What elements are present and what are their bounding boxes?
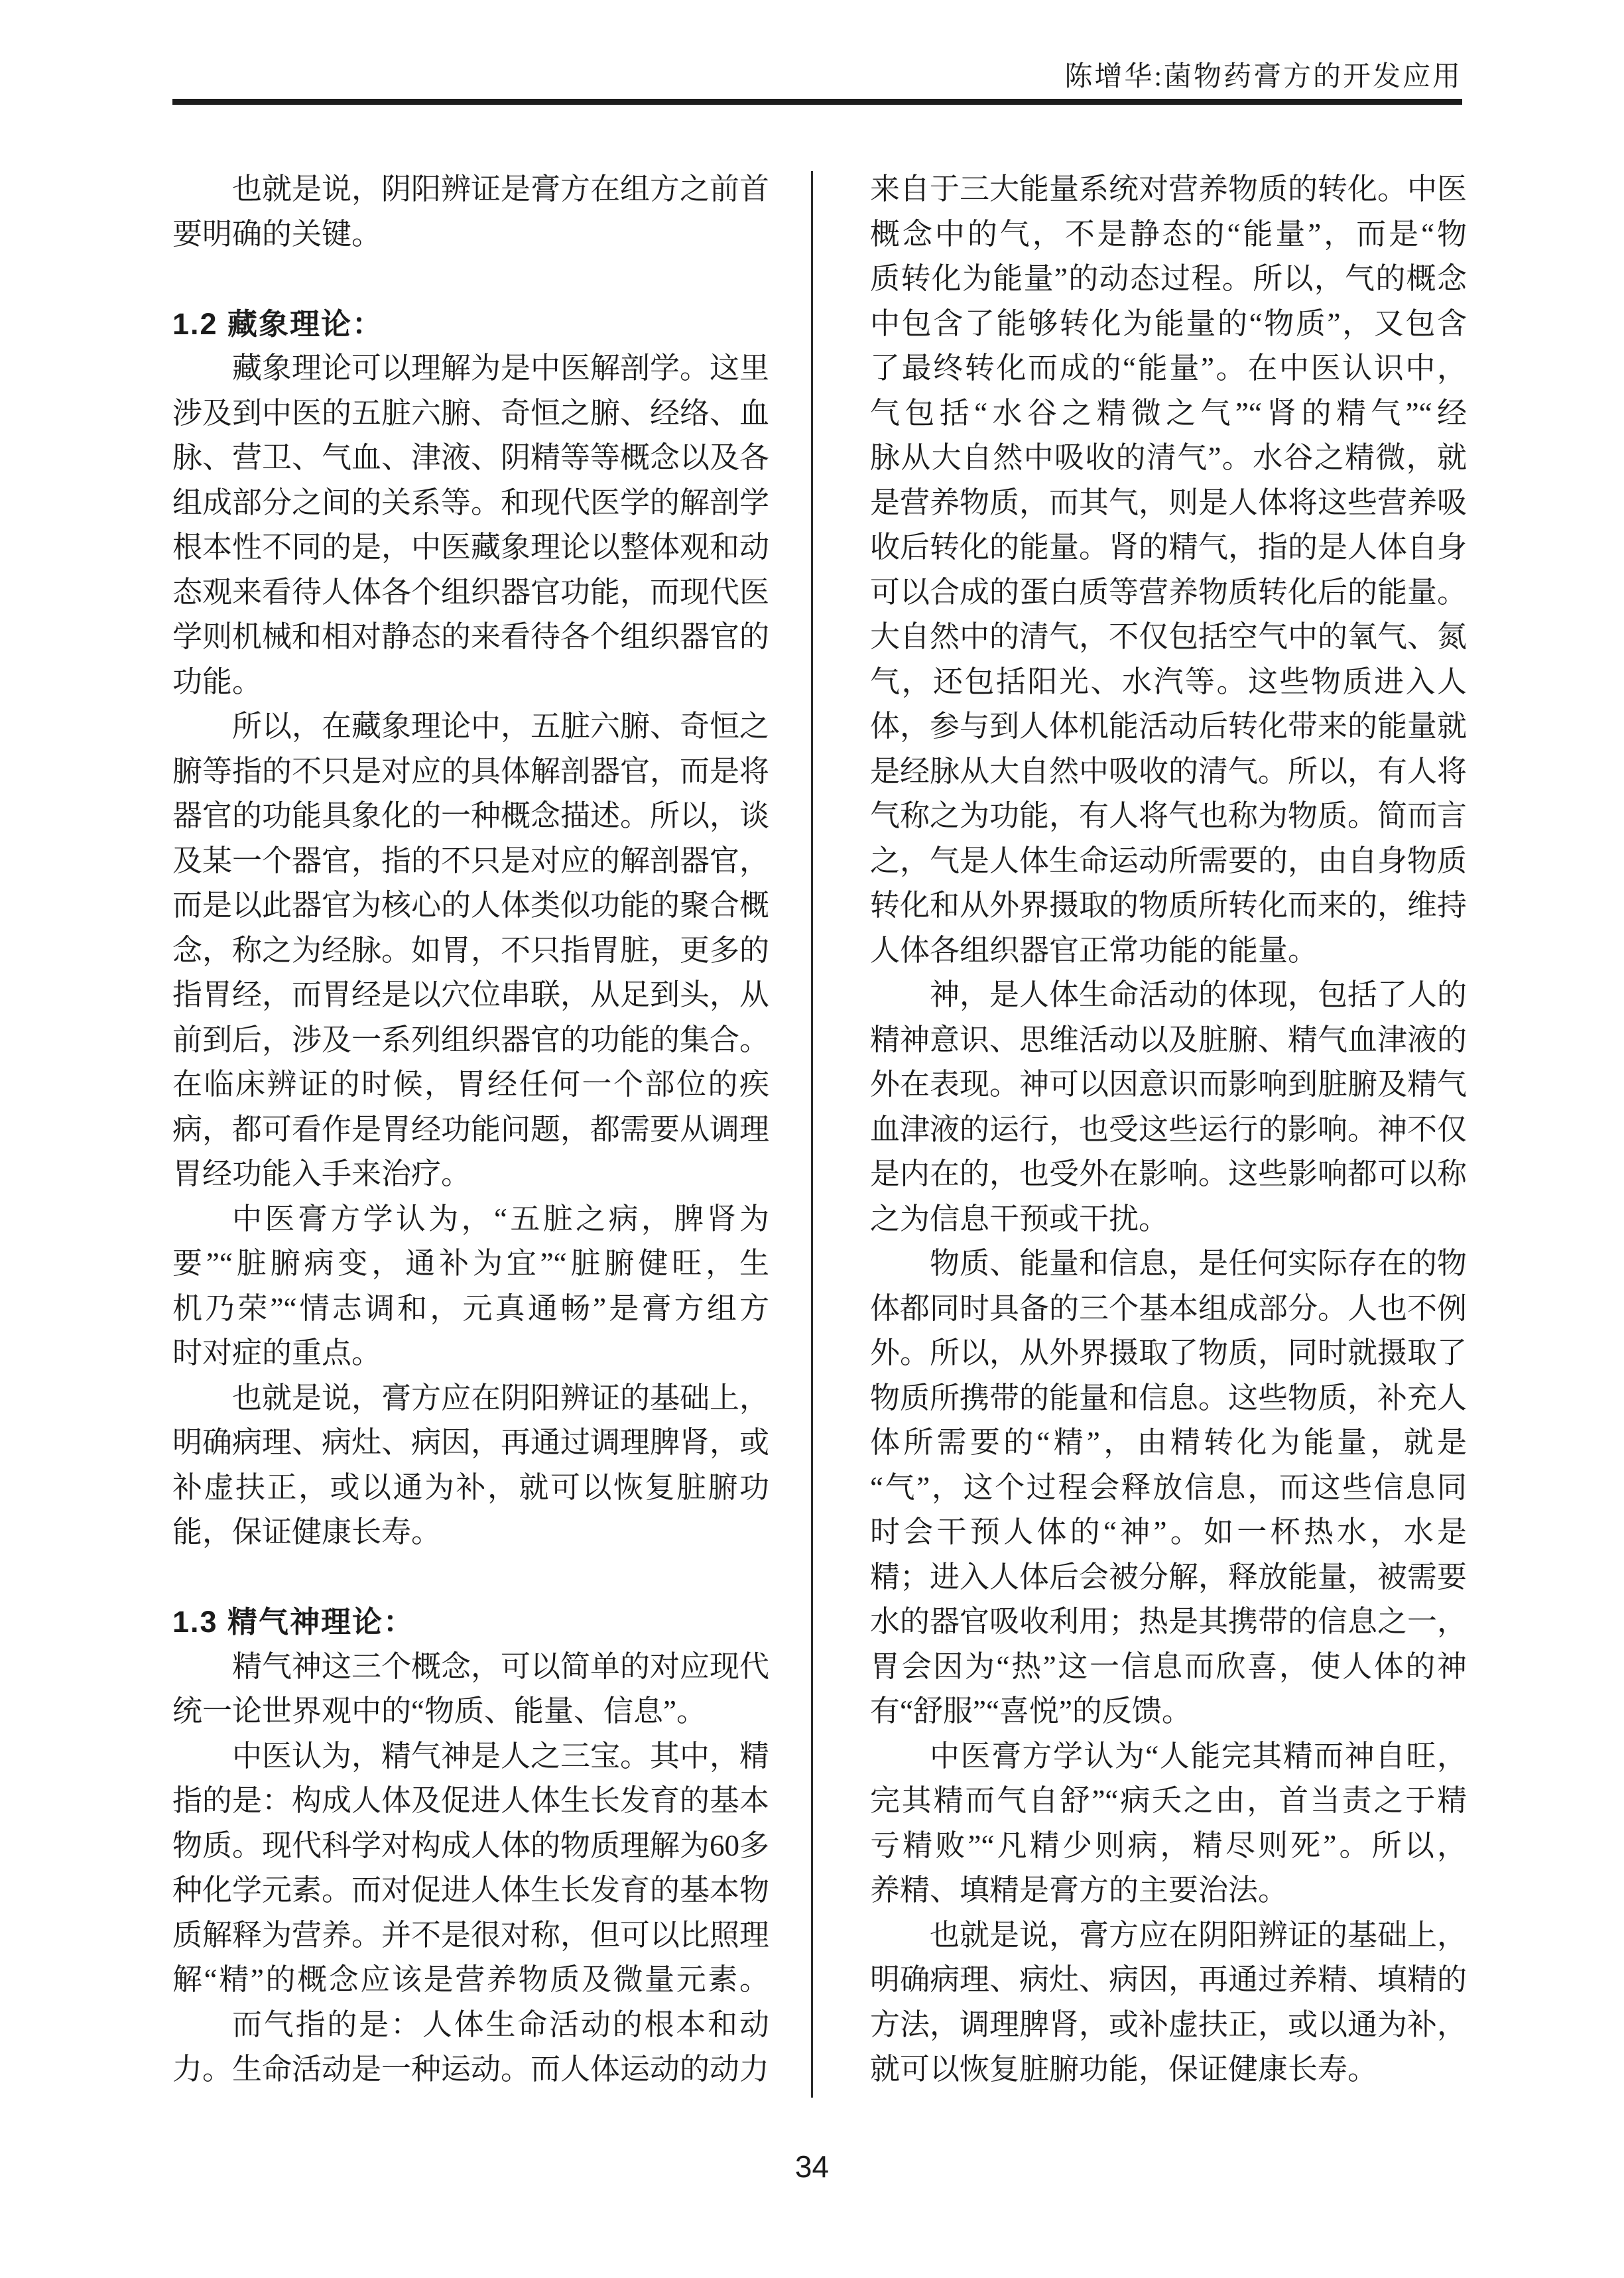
text-line: 指胃经，而胃经是以穴位串联，从足到头，从 <box>172 978 770 1011</box>
text-line: 也就是说，膏方应在阴阳辨证的基础上， <box>930 1918 1468 1952</box>
text-line: 物质、能量和信息，是任何实际存在的物 <box>930 1247 1468 1280</box>
text-line: 中医膏方学认为“人能完其精而神自旺， <box>930 1739 1467 1773</box>
page-number: 34 <box>794 2149 830 2184</box>
text-line: 补虚扶正，或以通为补，就可以恢复脏腑功 <box>172 1470 769 1504</box>
text-line: 体都同时具备的三个基本组成部分。人也不例 <box>870 1291 1468 1325</box>
text-line: 藏象理论可以理解为是中医解剖学。这里 <box>232 351 770 385</box>
text-line: 也就是说，膏方应在阴阳辨证的基础上， <box>232 1381 770 1415</box>
text-line: 能，保证健康长寿。 <box>172 1515 442 1549</box>
text-line: 是经脉从大自然中吸收的清气。所以，有人将 <box>870 754 1468 788</box>
text-line: 来自于三大能量系统对营养物质的转化。中医 <box>870 172 1468 206</box>
text-line: 血津液的运行，也受这些运行的影响。神不仅 <box>870 1112 1468 1146</box>
text-line: 根本性不同的是，中医藏象理论以整体观和动 <box>172 531 770 564</box>
text-line: 可以合成的蛋白质等营养物质转化后的能量。 <box>870 575 1468 609</box>
text-line: 之，气是人体生命运动所需要的，由自身物质 <box>870 844 1468 877</box>
text-line: 学则机械和相对静态的来看待各个组织器官的 <box>172 620 770 653</box>
text-line: 气，还包括阳光、水汽等。这些物质进入人 <box>870 664 1467 698</box>
text-line: 胃经功能入手来治疗。 <box>172 1157 471 1190</box>
text-line: 体，参与到人体机能活动后转化带来的能量就 <box>870 710 1468 743</box>
text-line: 态观来看待人体各个组织器官功能，而现代医 <box>172 575 770 609</box>
text-line: 时会干预人体的“神”。如一杯热水，水是 <box>870 1515 1467 1549</box>
text-line: 质转化为能量”的动态过程。所以，气的概念 <box>870 262 1467 295</box>
right-column <box>870 167 1467 2092</box>
text-line: 了最终转化而成的“能量”。在中医认识中， <box>870 351 1467 385</box>
header-rule <box>172 99 1462 105</box>
text-line: 养精、填精是膏方的主要治法。 <box>870 1873 1288 1907</box>
text-line: 在临床辨证的时候，胃经任何一个部位的疾 <box>172 1068 769 1101</box>
text-line: 腑等指的不只是对应的具体解剖器官，而是将 <box>172 754 770 788</box>
text-line: 物质所携带的能量和信息。这些物质，补充人 <box>870 1381 1468 1415</box>
text-line: 气包括“水谷之精微之气”“肾的精气”“经 <box>870 396 1467 430</box>
text-line: 收后转化的能量。肾的精气，指的是人体自身 <box>870 531 1468 564</box>
column-divider <box>811 171 813 2098</box>
text-line: “气”，这个过程会释放信息，而这些信息同 <box>870 1470 1467 1504</box>
text-line: 物质。现代科学对构成人体的物质理解为60多 <box>172 1828 770 1862</box>
text-line: 所以，在藏象理论中，五脏六腑、奇恒之 <box>232 710 770 743</box>
text-line: 完其精而气自舒”“病夭之由，首当责之于精 <box>870 1784 1467 1817</box>
text-line: 要”“脏腑病变，通补为宜”“脏腑健旺，生 <box>172 1247 769 1280</box>
text-line: 解“精”的概念应该是营养物质及微量元素。 <box>172 1963 769 1996</box>
text-line: 中医膏方学认为，“五脏之病，脾肾为 <box>232 1202 769 1235</box>
text-line: 涉及到中医的五脏六腑、奇恒之腑、经络、血 <box>172 396 770 430</box>
text-line: 功能。 <box>172 664 263 698</box>
text-line: 外在表现。神可以因意识而影响到脏腑及精气 <box>870 1068 1468 1101</box>
text-line: 而是以此器官为核心的人体类似功能的聚合概 <box>172 889 770 922</box>
page-header-title: 陈增华:菌物药膏方的开发应用 <box>1064 62 1462 92</box>
section-heading: 1.3 精气神理论： <box>172 1605 415 1639</box>
text-line: 方法，调理脾肾，或补虚扶正，或以通为补， <box>870 2007 1468 2041</box>
text-line: 胃会因为“热”这一信息而欣喜，使人体的神 <box>870 1649 1467 1683</box>
text-line: 体所需要的“精”，由精转化为能量，就是 <box>870 1426 1467 1459</box>
text-line: 器官的功能具象化的一种概念描述。所以，谈 <box>172 799 770 832</box>
text-line: 指的是：构成人体及促进人体生长发育的基本 <box>172 1784 770 1817</box>
blank-line <box>172 1555 769 1600</box>
text-line: 念，称之为经脉。如胃，不只指胃脏，更多的 <box>172 933 770 967</box>
text-line: 而气指的是：人体生命活动的根本和动 <box>232 2007 769 2041</box>
text-line: 亏精败”“凡精少则病，精尽则死”。所以， <box>870 1828 1467 1862</box>
text-line: 转化和从外界摄取的物质所转化而来的，维持 <box>870 889 1468 922</box>
text-line: 中医认为，精气神是人之三宝。其中，精 <box>232 1739 770 1773</box>
text-line: 中包含了能够转化为能量的“物质”，又包含 <box>870 306 1467 340</box>
text-line: 神，是人体生命活动的体现，包括了人的 <box>930 978 1468 1011</box>
text-line: 种化学元素。而对促进人体生长发育的基本物 <box>172 1873 770 1907</box>
text-line: 精气神这三个概念，可以简单的对应现代 <box>232 1649 770 1683</box>
text-line: 组成部分之间的关系等。和现代医学的解剖学 <box>172 485 770 519</box>
text-line: 有“舒服”“喜悦”的反馈。 <box>870 1694 1192 1728</box>
text-line: 机乃荣”“情志调和，元真通畅”是膏方组方 <box>172 1291 769 1325</box>
text-line: 脉、营卫、气血、津液、阴精等等概念以及各 <box>172 441 770 474</box>
text-line: 概念中的气，不是静态的“能量”，而是“物 <box>870 217 1467 251</box>
left-column <box>172 167 769 2092</box>
text-line: 之为信息干预或干扰。 <box>870 1202 1169 1235</box>
text-line: 力。生命活动是一种运动。而人体运动的动力 <box>172 2053 770 2086</box>
text-line: 气称之为功能，有人将气也称为物质。简而言 <box>870 799 1468 832</box>
text-line: 要明确的关键。 <box>172 217 382 251</box>
text-line: 病，都可看作是胃经功能问题，都需要从调理 <box>172 1112 770 1146</box>
text-line: 精神意识、思维活动以及脏腑、精气血津液的 <box>870 1023 1468 1056</box>
text-line: 时对症的重点。 <box>172 1336 382 1369</box>
text-line: 大自然中的清气，不仅包括空气中的氧气、氮 <box>870 620 1468 653</box>
text-line: 明确病理、病灶、病因，再通过调理脾肾，或 <box>172 1426 770 1459</box>
text-line: 明确病理、病灶、病因，再通过养精、填精的 <box>870 1963 1468 1996</box>
text-line: 及某一个器官，指的不只是对应的解剖器官， <box>172 844 770 877</box>
text-line: 统一论世界观中的“物质、能量、信息”。 <box>172 1694 706 1728</box>
text-line: 人体各组织器官正常功能的能量。 <box>870 933 1318 967</box>
text-line: 是营养物质，而其气，则是人体将这些营养吸 <box>870 485 1468 519</box>
text-line: 脉从大自然中吸收的清气”。水谷之精微，就 <box>870 441 1467 474</box>
text-line: 就可以恢复脏腑功能，保证健康长寿。 <box>870 2053 1378 2086</box>
text-line: 也就是说，阴阳辨证是膏方在组方之前首 <box>232 172 770 206</box>
section-heading: 1.2 藏象理论： <box>172 306 384 341</box>
blank-line <box>172 257 769 302</box>
text-line: 水的器官吸收利用；热是其携带的信息之一， <box>870 1605 1468 1638</box>
text-line: 前到后，涉及一系列组织器官的功能的集合。 <box>172 1023 770 1056</box>
text-line: 精；进入人体后会被分解，释放能量，被需要 <box>870 1560 1468 1594</box>
text-line: 是内在的，也受外在影响。这些影响都可以称 <box>870 1157 1468 1190</box>
text-line: 外。所以，从外界摄取了物质，同时就摄取了 <box>870 1336 1468 1369</box>
text-line: 质解释为营养。并不是很对称，但可以比照理 <box>172 1918 770 1952</box>
